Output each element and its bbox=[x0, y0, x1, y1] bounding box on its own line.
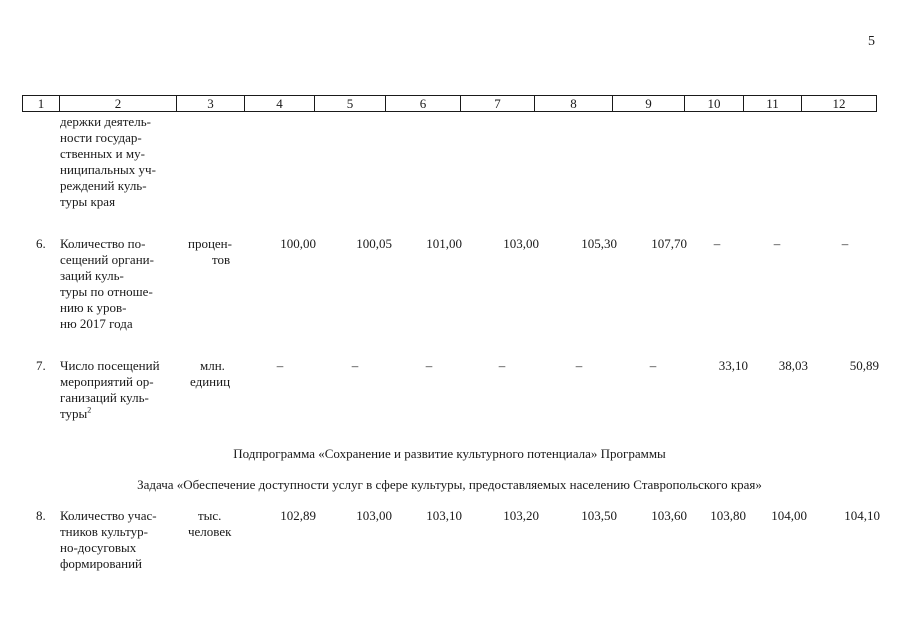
value-cell: – bbox=[649, 358, 657, 373]
value-cell: 101,00 bbox=[426, 236, 462, 251]
value-cell: 105,30 bbox=[581, 236, 617, 251]
subprogram-title: Подпрограмма «Сохранение и развитие культурного потенциала» Программы bbox=[233, 446, 666, 461]
value-cell: – bbox=[351, 358, 359, 373]
header-cell: 7 bbox=[461, 96, 535, 111]
page-number: 5 bbox=[868, 34, 875, 49]
header-cell: 8 bbox=[535, 96, 613, 111]
value-cell: 100,05 bbox=[356, 236, 392, 251]
value-cell: 104,10 bbox=[844, 508, 880, 523]
indicator-unit: млн. единиц bbox=[190, 358, 231, 389]
footnote-mark: 2 bbox=[87, 405, 92, 415]
value-cell: 100,00 bbox=[280, 236, 316, 251]
header-cell: 5 bbox=[315, 96, 386, 111]
value-cell: 103,00 bbox=[356, 508, 392, 523]
value-cell: 103,80 bbox=[710, 508, 746, 523]
header-cell: 12 bbox=[832, 96, 846, 111]
value-cell: 38,03 bbox=[778, 358, 808, 373]
header-cell: 10 bbox=[685, 96, 744, 111]
indicator-name: Количество по- сещений органи- заций куль- туры по отноше- нию к уров- ню 2017 года bbox=[60, 236, 154, 331]
row-continuation-name: держки деятель- ности государ- ственных и му- ниципальных уч- реждений куль- туры края bbox=[60, 114, 156, 209]
value-cell: – bbox=[276, 358, 284, 373]
value-cell: – bbox=[713, 236, 721, 251]
indicator-unit: процен- тов bbox=[188, 236, 232, 267]
header-cell: 6 bbox=[386, 96, 461, 111]
column-number-header bbox=[22, 95, 877, 112]
indicator-name: Количество учас- тников культур- но-досуговых формирований bbox=[60, 508, 157, 571]
value-cell: 50,89 bbox=[849, 358, 879, 373]
row-number: 7. bbox=[36, 358, 46, 373]
header-cell: 2 bbox=[60, 96, 177, 111]
indicator-unit: тыс. человек bbox=[188, 508, 232, 539]
value-cell: 103,60 bbox=[651, 508, 687, 523]
header-cell: 4 bbox=[245, 96, 315, 111]
task-title: Задача «Обеспечение доступности услуг в сфере культуры, предоставляемых населению Ставропольского края» bbox=[137, 477, 762, 492]
header-cell: 1 bbox=[23, 96, 60, 111]
row-number: 6. bbox=[36, 236, 46, 251]
value-cell: – bbox=[425, 358, 433, 373]
value-cell: – bbox=[575, 358, 583, 373]
value-cell: 104,00 bbox=[771, 508, 807, 523]
row-number: 8. bbox=[36, 508, 46, 523]
value-cell: 102,89 bbox=[280, 508, 316, 523]
header-cell: 3 bbox=[177, 96, 245, 111]
value-cell: 103,50 bbox=[581, 508, 617, 523]
value-cell: 103,10 bbox=[426, 508, 462, 523]
header-cell: 11 bbox=[744, 96, 802, 111]
value-cell: – bbox=[773, 236, 781, 251]
value-cell: 103,20 bbox=[503, 508, 539, 523]
value-cell: – bbox=[498, 358, 506, 373]
value-cell: 107,70 bbox=[651, 236, 687, 251]
header-cell: 9 bbox=[613, 96, 685, 111]
value-cell: 33,10 bbox=[718, 358, 748, 373]
value-cell: 103,00 bbox=[503, 236, 539, 251]
value-cell: – bbox=[841, 236, 849, 251]
indicator-name: Число посещений мероприятий ор- ганизаций куль- туры$^2$ bbox=[60, 358, 160, 421]
